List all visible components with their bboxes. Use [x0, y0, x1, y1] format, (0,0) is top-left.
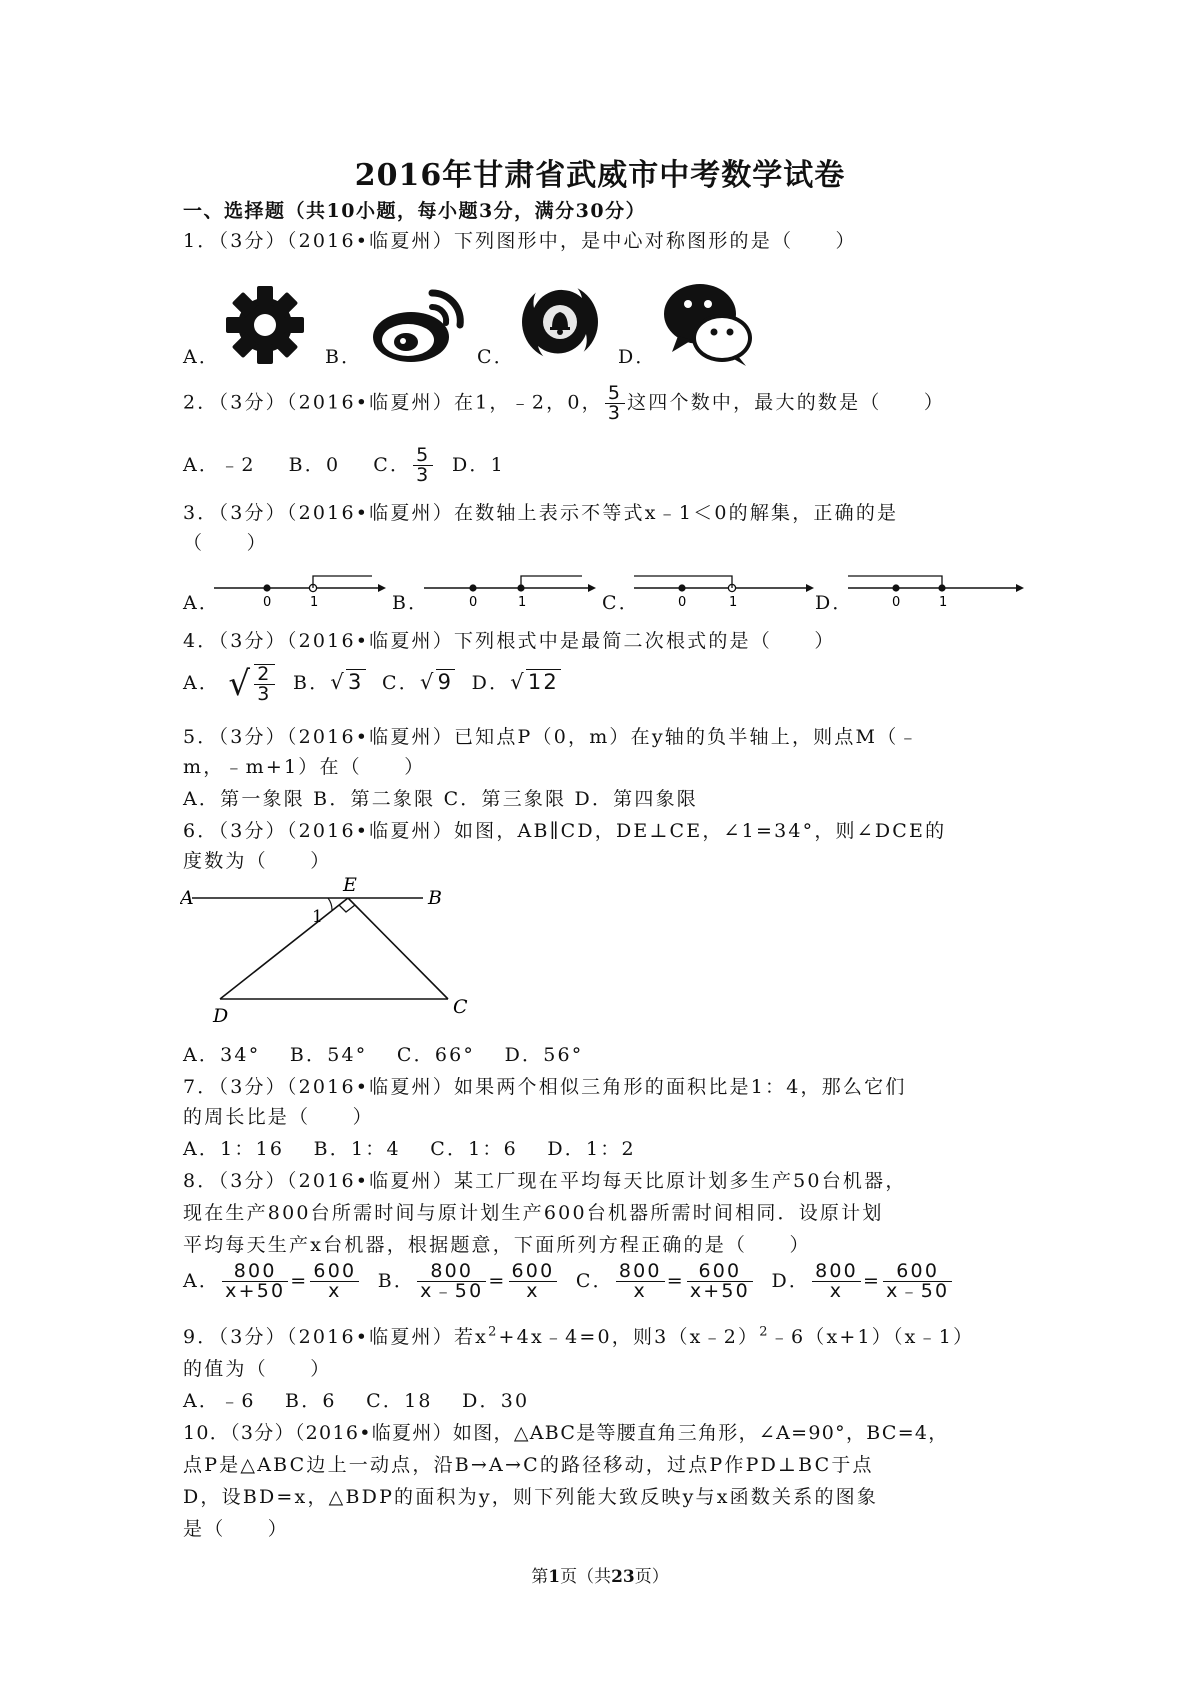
numerator: 600 [310, 1262, 359, 1282]
question-7-stem-line2: 的周长比是（ ） [183, 1106, 374, 1128]
denominator: 3 [416, 464, 431, 486]
question-9-options: A．﹣6 B．6 C．18 D．30 [183, 1390, 530, 1412]
fraction [616, 1262, 665, 1301]
option-label: C． [575, 1269, 614, 1292]
question-9-stem-line1 [183, 1322, 974, 1349]
point-b-label: B [428, 887, 442, 909]
q4-option-c: C． [382, 672, 420, 694]
denominator: x [829, 1280, 844, 1302]
sqrt-expression: √3 [330, 670, 364, 694]
q3-option-d-label: D． [815, 592, 854, 614]
question-2-options [183, 446, 505, 485]
numerator: 600 [687, 1262, 753, 1282]
fraction [883, 1262, 952, 1301]
sqrt-expression: √12 [510, 670, 559, 694]
q2-stem-part-a: 2．（3分）（2016•临夏州）在1，﹣2，0， [183, 391, 603, 414]
question-8-stem-line3: 平均每天生产x台机器，根据题意，下面所列方程正确的是（ ） [183, 1234, 811, 1256]
denominator: 3 [607, 402, 623, 424]
q4-option-b: B． [293, 672, 331, 694]
q2-option-d: D．1 [451, 453, 505, 476]
numerator: 5 [605, 384, 625, 404]
question-10-stem-line3: D，设BD=x，△BDP的面积为y，则下列能大致反映y与x函数关系的图象 [183, 1486, 879, 1508]
equals-sign: = [488, 1269, 507, 1292]
point-e-label: E [343, 874, 357, 896]
denominator: x [328, 1280, 342, 1302]
option-label: D． [771, 1269, 811, 1292]
wechat-icon [662, 280, 758, 368]
denominator: x+50 [225, 1280, 286, 1302]
fraction [687, 1262, 753, 1301]
fraction [310, 1262, 359, 1301]
numerator: 800 [222, 1262, 288, 1282]
denominator: 3 [257, 683, 272, 705]
question-5-stem-line2: m，﹣m+1）在（ ） [183, 756, 426, 778]
numerator: 800 [812, 1262, 861, 1282]
q3-option-a-label: A． [183, 592, 221, 614]
numerator: 800 [616, 1262, 665, 1282]
geometry-figure-q6 [180, 874, 480, 1034]
page-footer [0, 1562, 1200, 1587]
exponent: 2 [488, 1324, 499, 1340]
radicand: 12 [527, 670, 559, 694]
point-d-label: D [213, 1005, 229, 1027]
question-1-stem: 1．（3分）（2016•临夏州）下列图形中，是中心对称图形的是（ ） [183, 230, 857, 252]
gear-icon [224, 284, 306, 366]
question-8-stem-line1: 8．（3分）（2016•临夏州）某工厂现在平均每天比原计划多生产50台机器， [183, 1170, 907, 1192]
footer-suffix: 页） [634, 1567, 669, 1587]
page-number: 1 [548, 1567, 561, 1587]
question-4-stem: 4．（3分）（2016•临夏州）下列根式中是最简二次根式的是（ ） [183, 630, 836, 652]
question-3-stem-line2: （ ） [183, 532, 268, 554]
section-heading: 一、选择题（共10小题，每小题3分，满分30分） [183, 200, 647, 222]
denominator: x﹣50 [886, 1280, 950, 1302]
fraction [417, 1262, 486, 1301]
tick-1-label: 1 [310, 595, 319, 610]
q1-option-a-label: A． [183, 346, 221, 368]
point-a-label: A [180, 887, 194, 909]
q8-option-c [575, 1260, 755, 1302]
tick-0-label: 0 [678, 595, 687, 610]
radicand: 3 [348, 670, 364, 694]
q9-stem-part-c: ﹣6（x+1）（x﹣1） [769, 1326, 975, 1348]
point-c-label: C [453, 996, 468, 1018]
fraction [509, 1262, 558, 1301]
number-line-a [212, 566, 392, 610]
q3-option-b-label: B． [392, 592, 430, 614]
equals-sign: = [290, 1269, 309, 1292]
number-line-b [422, 566, 602, 610]
sqrt-expression: √9 [420, 670, 454, 694]
weibo-icon [366, 285, 466, 365]
numerator: 600 [883, 1262, 952, 1282]
denominator: x﹣50 [420, 1280, 484, 1302]
q3-option-c-label: C． [602, 592, 640, 614]
radicand: 9 [437, 670, 454, 694]
option-label: A． [183, 1269, 221, 1292]
number-line-c [632, 566, 822, 610]
tick-1-label: 1 [518, 595, 527, 610]
question-6-stem-line1: 6．（3分）（2016•临夏州）如图，AB∥CD，DE⊥CE，∠1=34°，则∠DCE的 [183, 820, 947, 842]
question-2-stem [183, 384, 945, 423]
question-10-stem-line4: 是（ ） [183, 1518, 290, 1540]
question-7-stem-line1: 7．（3分）（2016•临夏州）如果两个相似三角形的面积比是1：4，那么它们 [183, 1076, 907, 1098]
numerator: 600 [509, 1262, 558, 1282]
q8-option-b [377, 1260, 560, 1302]
question-10-stem-line2: 点P是△ABC边上一动点，沿B→A→C的路径移动，过点P作PD⊥BC于点 [183, 1454, 874, 1476]
q2-option-c: C． [373, 453, 412, 476]
footer-prefix: 第 [531, 1567, 549, 1587]
tick-1-label: 1 [939, 595, 948, 610]
q4-option-d: D． [471, 672, 511, 694]
tick-1-label: 1 [729, 595, 738, 610]
equals-sign: = [862, 1269, 882, 1292]
fraction [222, 1262, 288, 1301]
option-label: B． [377, 1269, 416, 1292]
numerator: 2 [254, 665, 274, 685]
exponent: 2 [759, 1324, 770, 1340]
numerator: 800 [417, 1262, 486, 1282]
tick-0-label: 0 [469, 595, 478, 610]
q8-option-d [771, 1260, 954, 1302]
equals-sign: = [666, 1269, 685, 1292]
tick-0-label: 0 [263, 595, 272, 610]
q1-option-d-label: D． [618, 346, 657, 368]
question-8-options [183, 1262, 954, 1301]
question-6-stem-line2: 度数为（ ） [183, 850, 332, 872]
qq-bell-icon [520, 282, 600, 362]
radical-sign-icon: √ [228, 664, 253, 704]
question-5-stem-line1: 5．（3分）（2016•临夏州）已知点P（0，m）在y轴的负半轴上，则点M（﹣ [183, 726, 920, 748]
total-pages: 23 [611, 1567, 635, 1587]
q4-option-a: A． [183, 672, 221, 694]
denominator: x [633, 1280, 647, 1302]
q2-option-b: B．0 [288, 453, 341, 476]
q2-option-a: A．﹣2 [183, 453, 256, 476]
denominator: x+50 [689, 1280, 750, 1302]
fraction [254, 664, 274, 704]
denominator: x [526, 1280, 540, 1302]
q9-stem-part-a: 9．（3分）（2016•临夏州）若x [183, 1326, 489, 1348]
angle-1-label: 1 [312, 907, 323, 927]
question-3-stem-line1: 3．（3分）（2016•临夏州）在数轴上表示不等式x﹣1＜0的解集，正确的是 [183, 502, 899, 524]
q2-stem-part-b: 这四个数中，最大的数是（ ） [627, 391, 946, 414]
q1-option-c-label: C． [477, 346, 515, 368]
q1-option-b-label: B． [325, 346, 363, 368]
fraction [413, 446, 433, 485]
number-line-d [846, 566, 1031, 610]
q9-stem-part-b: +4x﹣4=0，则3（x﹣2） [498, 1326, 760, 1348]
question-4-options [183, 664, 561, 704]
question-5-options: A．第一象限 B．第二象限 C．第三象限 D．第四象限 [183, 788, 698, 810]
fraction [605, 384, 625, 423]
question-9-stem-line2: 的值为（ ） [183, 1358, 332, 1380]
footer-middle: 页（共 [560, 1567, 612, 1587]
question-7-options: A．1：16 B．1：4 C．1：6 D．1：2 [183, 1138, 636, 1160]
fraction [812, 1262, 861, 1301]
numerator: 5 [413, 446, 433, 466]
question-10-stem-line1: 10．（3分）（2016•临夏州）如图，△ABC是等腰直角三角形，∠A=90°，BC=4， [183, 1422, 949, 1444]
tick-0-label: 0 [892, 595, 901, 610]
q8-option-a [183, 1260, 361, 1302]
page-title: 2016年甘肃省武威市中考数学试卷 [354, 158, 846, 193]
question-6-options: A．34° B．54° C．66° D．56° [183, 1044, 584, 1066]
sqrt-fraction [228, 664, 276, 704]
question-8-stem-line2: 现在生产800台所需时间与原计划生产600台机器所需时间相同．设原计划 [183, 1202, 884, 1224]
